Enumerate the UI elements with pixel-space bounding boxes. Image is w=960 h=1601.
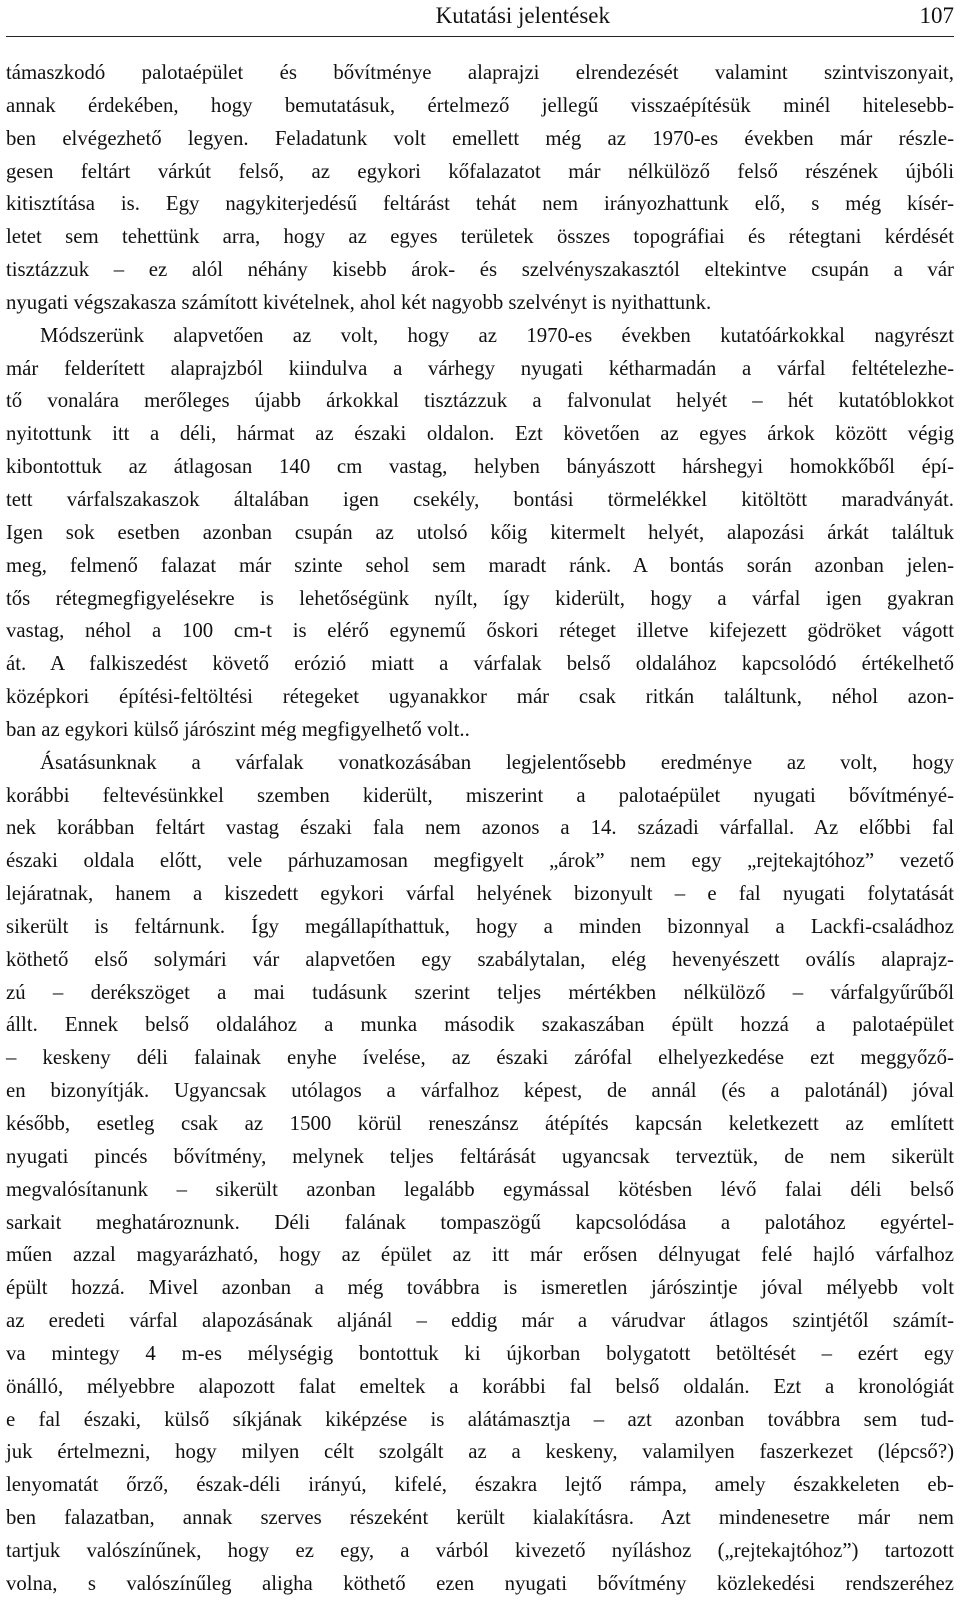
text-line: támaszkodó palotaépület és bővítménye alaprajzi elrendezését valamint szintviszonyait, <box>6 61 954 84</box>
text-line: en bizonyítják. Ugyancsak utólagos a várfalhoz képest, de annál (és a palotánál) jóval <box>6 1079 954 1103</box>
text-line: nyugati pincés bővítmény, melynek teljes feltárását ugyancsak terveztük, de nem sikerült <box>6 1144 954 1168</box>
text-line: zú – derékszöget a mai tudásunk szerint teljes mértékben nélkülöző – várfalgyűrűből <box>6 980 954 1004</box>
text-line: tisztázzuk – ez alól néhány kisebb árok- és szelvényszakasztól eltekintve csupán a vár <box>6 258 954 282</box>
text-line: lejáratnak, hanem a kiszedett egykori várfal helyének bizonyult – e fal nyugati folytatását <box>6 882 954 906</box>
running-header-title: Kutatási jelentések <box>435 3 610 28</box>
text-line: Módszerünk alapvetően az volt, hogy az 1970-es években kutatóárkokkal nagyrészt <box>40 323 954 347</box>
text-line: juk értelmezni, hogy milyen célt szolgált az a keskeny, valamilyen faszerkezet (lépcső?) <box>6 1440 954 1464</box>
text-line: nyugati végszakasza számított kivételnek, ahol két nagyobb szelvényt is nyithattunk. <box>6 290 712 314</box>
text-line: kitisztítása is. Egy nagykiterjedésű feltárást tehát nem irányozhattunk elő, s még kísér- <box>6 192 954 216</box>
text-line: középkori építési-feltöltési rétegeket ugyanakkor már csak ritkán találtunk, néhol azon- <box>6 685 954 709</box>
text-line: ben falazatban, annak szerves részeként került kialakításra. Azt mindenesetre már nem <box>6 1506 954 1530</box>
text-line: nyitottunk itt a déli, hármat az északi oldalon. Ezt követően az egyes árkok között végig <box>6 422 954 446</box>
text-line: Igen sok esetben azonban csupán az utolsó kőig kitermelt helyét, alapozási árkát találtuk <box>6 520 954 544</box>
text-line: megvalósítanunk – sikerült azonban legalább egymással kötésben lévő falai déli belső <box>6 1177 954 1201</box>
text-line: lenyomatát őrző, észak-déli irányú, kifelé, északra lejtő rámpa, amely északkeleten eb- <box>6 1473 954 1497</box>
text-line: épült hozzá. Mivel azonban a még továbbra is ismeretlen járószintje jóval mélyebb volt <box>6 1276 954 1300</box>
text-line: az eredeti várfal alapozásának aljánál – eddig már a várudvar átlagos szintjétől számít- <box>6 1309 954 1333</box>
text-line: köthető első solymári vár alapvetően egy szabálytalan, elég hevenyészett oválís alaprajz- <box>6 947 954 971</box>
text-line: át. A falkiszedést követő erózió miatt a várfalak belső oldalához kapcsolódó értékelhető <box>6 652 954 676</box>
body-text <box>6 57 954 1601</box>
text-line: annak érdekében, hogy bemutatásuk, értelmező jellegű visszaépítésük minél hitelesebb- <box>6 93 954 117</box>
text-line: műen azzal magyarázható, hogy az épület az itt már erősen délnyugat felé hajló várfalhoz <box>6 1243 954 1267</box>
text-line: vastag, néhol a 100 cm-t is elérő egynemű őskori réteget illetve kifejezett gödröket vágott <box>6 619 954 643</box>
text-line: később, esetleg csak az 1500 körül reneszánsz átépítés kapcsán keletkezett az említett <box>6 1112 954 1135</box>
text-line: letet sem tehettünk arra, hogy az egyes területek összes topográfiai és rétegtani kérdését <box>6 225 954 249</box>
text-line: ben elvégezhető legyen. Feladatunk volt emellett még az 1970-es években már részle- <box>6 126 954 150</box>
text-line: meg, felmenő falazat már szinte sehol sem maradt ránk. A bontás során azonban jelen- <box>6 553 954 577</box>
text-line: nek korábban feltárt vastag északi fala nem azonos a 14. századi várfallal. Az előbbi fal <box>6 816 954 840</box>
text-line: tős rétegmegfigyelésekre is lehetőségünk nyílt, így kiderült, hogy a várfal igen gyakran <box>6 586 954 610</box>
text-line: állt. Ennek belső oldalához a munka második szakaszában épült hozzá a palotaépület <box>6 1013 954 1037</box>
text-line: – keskeny déli falainak enyhe ívelése, az északi zárófal elhelyezkedése ezt meggyőző- <box>6 1046 954 1070</box>
text-line: sikerült is feltárnunk. Így megállapíthattuk, hogy a minden bizonnyal a Lackfi-családhoz <box>6 914 954 938</box>
text-line: kibontottuk az átlagosan 140 cm vastag, helyben bányászott hárshegyi homokkőből épí- <box>6 455 954 479</box>
text-line: ban az egykori külső járószint még megfigyelhető volt.. <box>6 717 470 741</box>
text-line: Ásatásunknak a várfalak vonatkozásában legjelentősebb eredménye az volt, hogy <box>40 750 954 774</box>
text-line: sarkait meghatároznunk. Déli falának tompaszögű kapcsolódása a palotához egyértel- <box>6 1210 954 1234</box>
running-header <box>6 0 954 37</box>
page-number: 107 <box>919 3 954 28</box>
text-line: már felderített alaprajzból kiindulva a várhegy nyugati kétharmadán a várfal feltételezhe- <box>6 356 954 380</box>
text-line: tartjuk valószínűnek, hogy ez egy, a várból kivezető nyíláshoz („rejtekajtóhoz”) tartozott <box>6 1538 954 1562</box>
text-line: önálló, mélyebbre alapozott falat emeltek a korábbi fal belső oldalán. Ezt a kronológiát <box>6 1374 954 1398</box>
text-line: északi oldala előtt, vele párhuzamosan megfigyelt „árok” nem egy „rejtekajtóhoz” vezető <box>6 849 954 873</box>
text-line: va mintegy 4 m-es mélységig bontottuk ki újkorban bolygatott betöltését – ezért egy <box>6 1341 954 1365</box>
text-line: tett várfalszakaszok általában igen csekély, bontási törmelékkel kitöltött maradványát. <box>6 487 954 511</box>
text-line: tő vonalára merőleges újabb árkokkal tisztázzuk a falvonulat helyét – hét kutatóblokkot <box>6 389 954 413</box>
text-line: gesen feltárt várkút felső, az egykori kőfalazatot már nélkülöző felső részének újbóli <box>6 159 954 183</box>
text-line: volna, s valószínűleg aligha köthető ezen nyugati bővítmény közlekedési rendszeréhez <box>6 1571 954 1595</box>
text-line: e fal északi, külső síkjának kiképzése is alátámasztja – azt azonban továbbra sem tud- <box>6 1407 954 1431</box>
text-line: korábbi feltevésünkkel szemben kiderült, miszerint a palotaépület nyugati bővítményé- <box>6 783 954 807</box>
